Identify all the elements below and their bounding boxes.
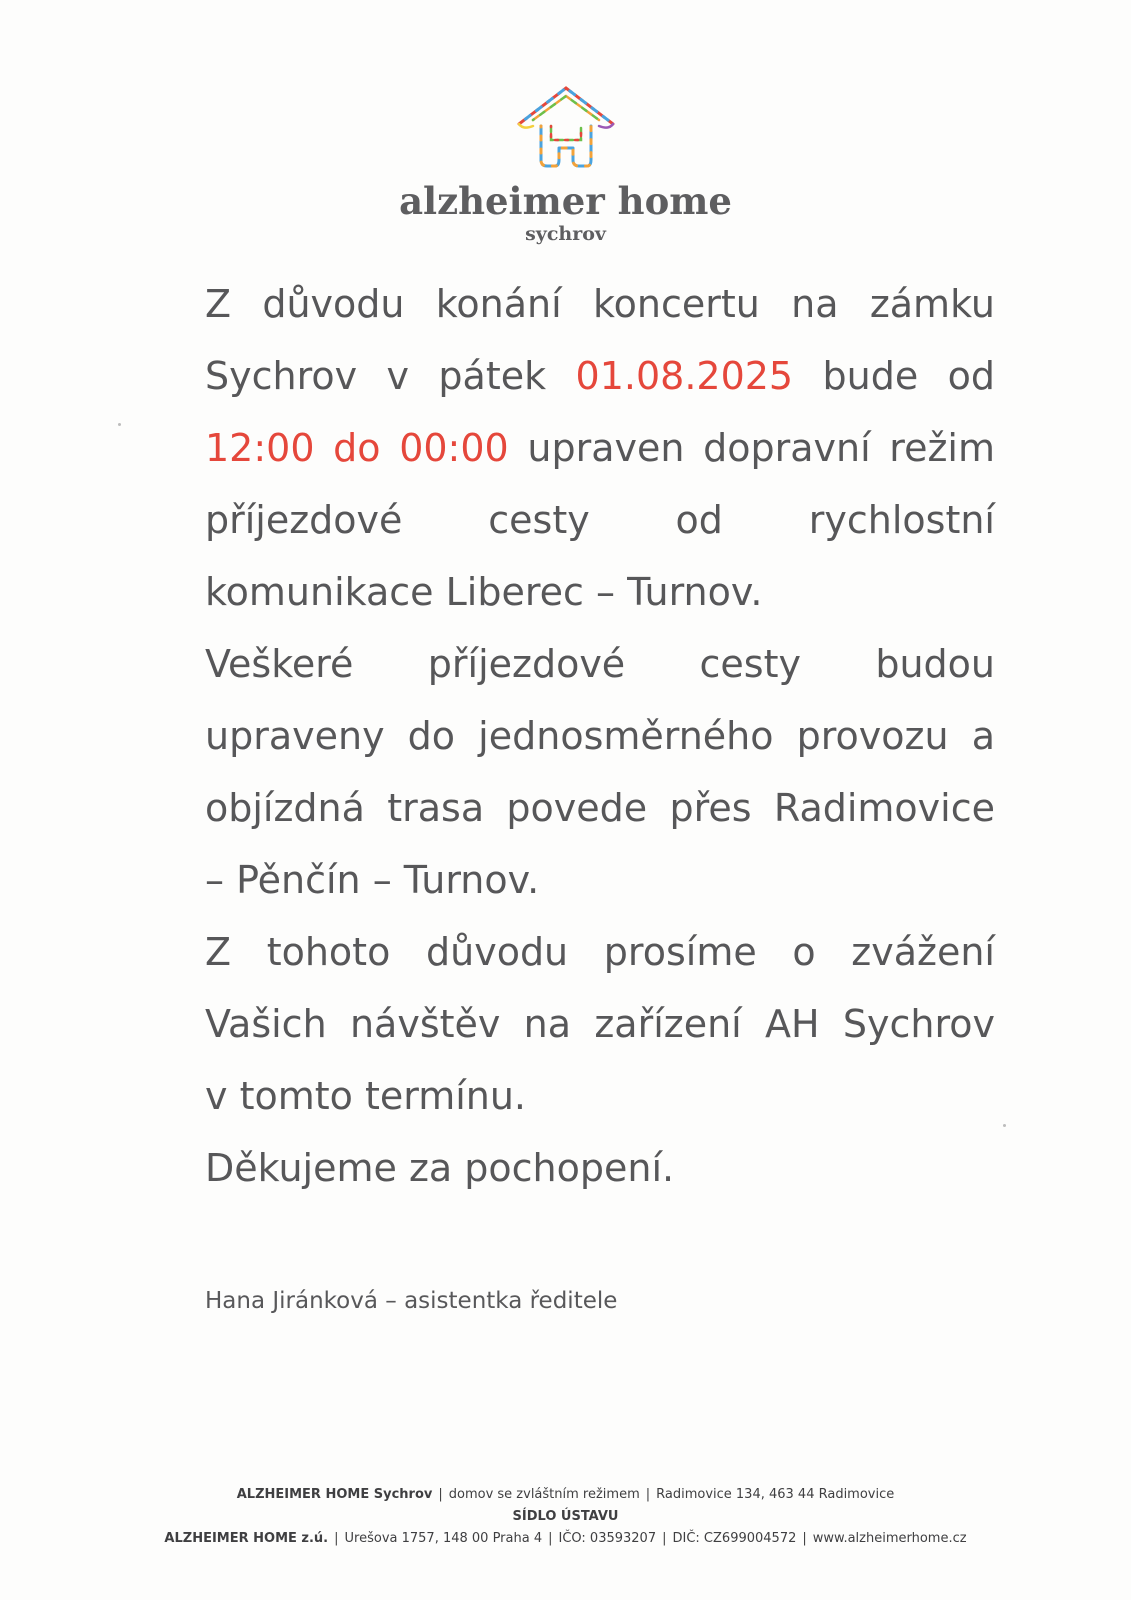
notice-line: upraveny do jednosměrného provozu a bbox=[205, 714, 995, 758]
notice-line: Vašich návštěv na zařízení AH Sychrov bbox=[205, 1002, 995, 1046]
notice-text bbox=[205, 268, 995, 1204]
house-icon bbox=[511, 82, 621, 172]
scan-speck bbox=[1003, 1124, 1006, 1127]
notice-line: Sychrov v pátek 01.08.2025 bude od bbox=[205, 354, 996, 398]
footer-address: Radimovice 134, 463 44 Radimovice bbox=[656, 1487, 895, 1502]
notice-line: Z důvodu konání koncertu na zámku bbox=[205, 282, 995, 326]
notice-line: – Pěnčín – Turnov. bbox=[205, 858, 540, 902]
notice-line: příjezdové cesty od rychlostní bbox=[205, 498, 995, 542]
notice-line: komunikace Liberec – Turnov. bbox=[205, 570, 763, 614]
notice-line: Veškeré příjezdové cesty budou bbox=[205, 642, 995, 686]
footer-web[interactable]: www.alzheimerhome.cz bbox=[812, 1531, 967, 1546]
footer bbox=[0, 1484, 1131, 1550]
event-date: 01.08.2025 bbox=[575, 354, 794, 398]
footer-seat-address: Urešova 1757, 148 00 Praha 4 bbox=[344, 1531, 543, 1546]
footer-ico: IČO: 03593207 bbox=[558, 1531, 657, 1546]
notice-line: Z tohoto důvodu prosíme o zvážení bbox=[205, 930, 995, 974]
scan-speck bbox=[118, 423, 121, 426]
footer-line-3: ALZHEIMER HOME z.ú. | Urešova 1757, 148 00 Praha 4 | IČO: 03593207 | DIČ: CZ699004572 | www.alzheimerhome.cz bbox=[164, 1531, 967, 1546]
notice-line: Děkujeme za pochopení. bbox=[205, 1146, 675, 1190]
footer-line-1: ALZHEIMER HOME Sychrov | domov se zvláštním režimem | Radimovice 134, 463 44 Radimovice bbox=[236, 1487, 895, 1502]
footer-dic: DIČ: CZ699004572 bbox=[672, 1531, 797, 1546]
footer-seat-org: ALZHEIMER HOME z.ú. bbox=[164, 1531, 329, 1546]
footer-seat-label: SÍDLO ÚSTAVU bbox=[512, 1509, 619, 1524]
footer-org: ALZHEIMER HOME Sychrov bbox=[236, 1487, 433, 1502]
notice-line: 12:00 do 00:00 upraven dopravní režim bbox=[205, 426, 995, 470]
notice-line: objízdná trasa povede přes Radimovice bbox=[205, 786, 995, 830]
event-time: 12:00 do 00:00 bbox=[205, 426, 509, 470]
notice-line: v tomto termínu. bbox=[205, 1074, 527, 1118]
logo-subtitle: sychrov bbox=[525, 223, 606, 245]
logo-name: alzheimer home bbox=[399, 179, 732, 223]
signature: Hana Jiránková – asistentka ředitele bbox=[205, 1288, 618, 1314]
logo bbox=[0, 82, 1131, 246]
footer-type: domov se zvláštním režimem bbox=[448, 1487, 640, 1502]
footer-line-2 bbox=[0, 1506, 1131, 1528]
